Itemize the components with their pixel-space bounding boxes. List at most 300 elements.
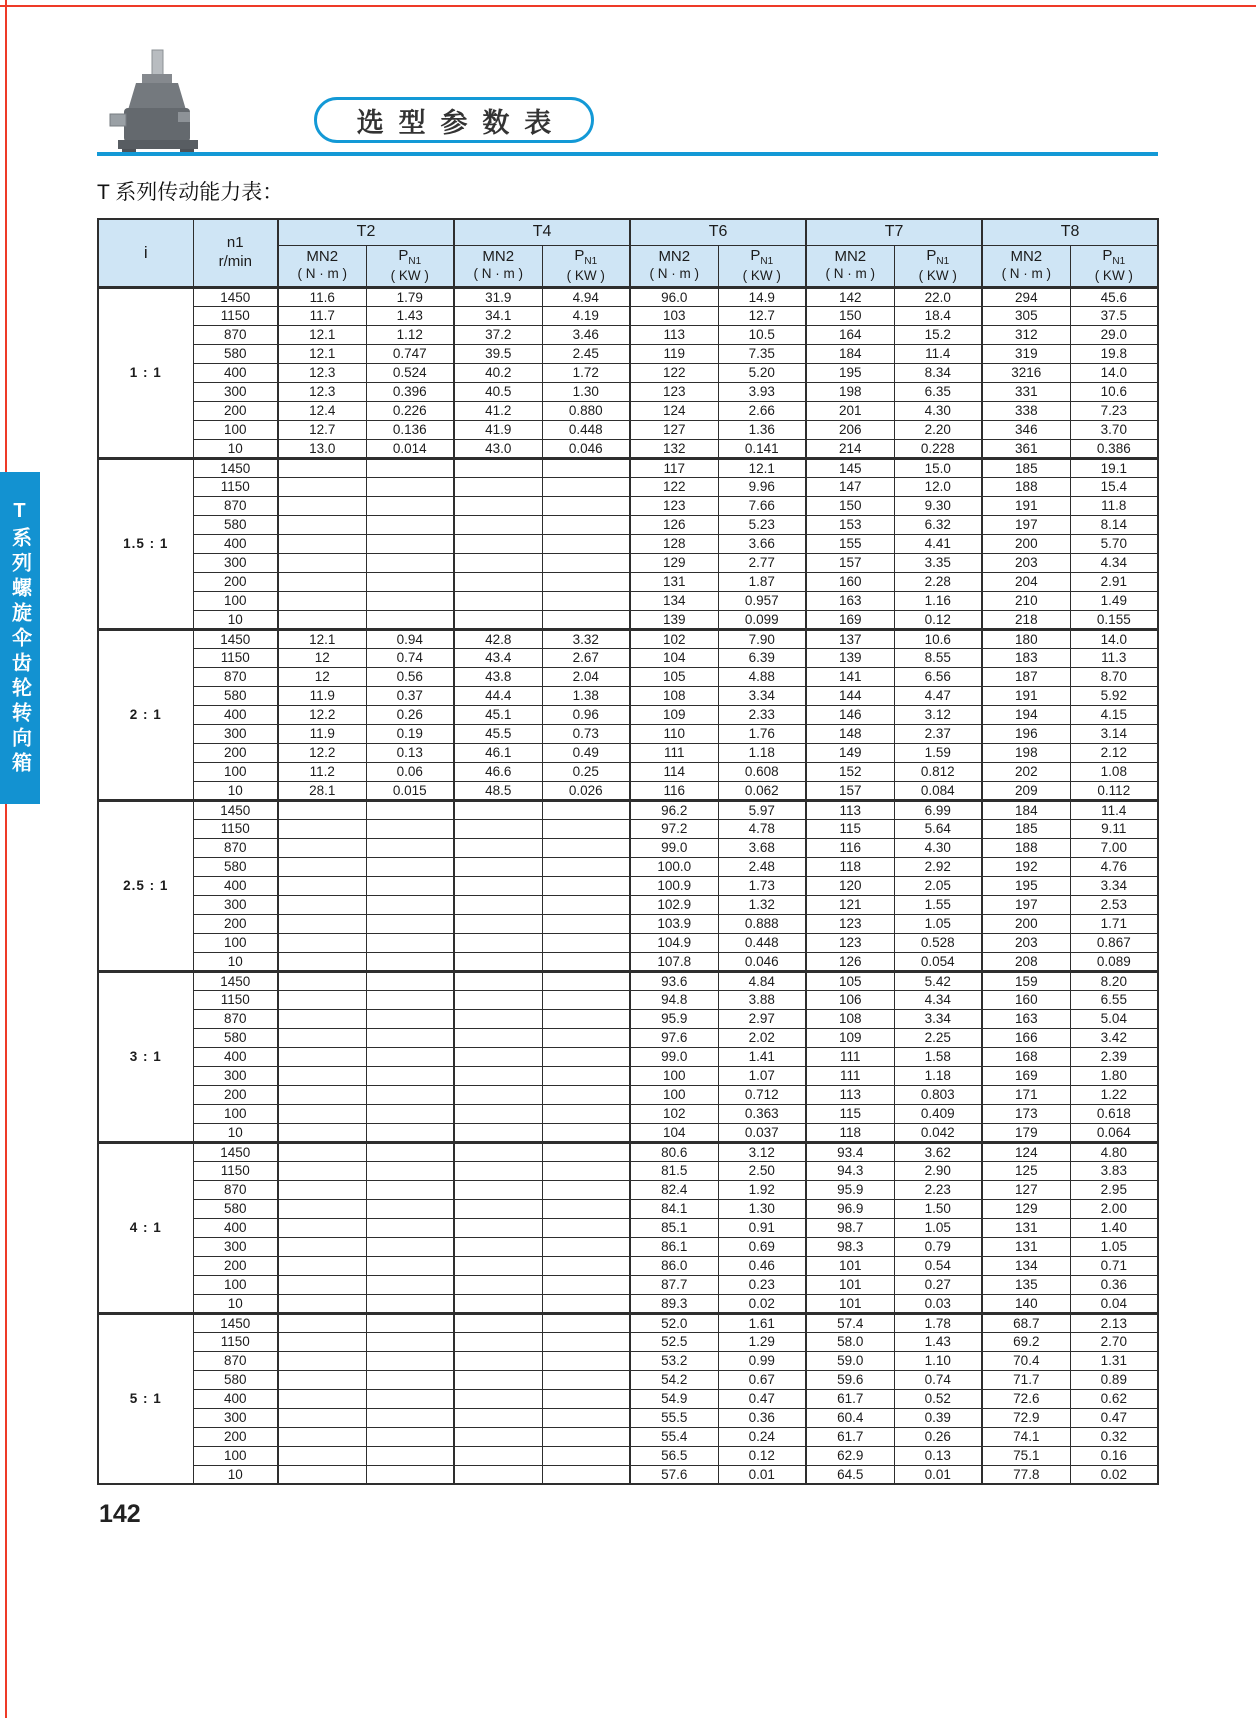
table-row [98, 1237, 1158, 1256]
value-cell: 210 [982, 591, 1070, 610]
value-cell: 57.6 [630, 1465, 718, 1484]
value-cell: 127 [982, 1180, 1070, 1199]
value-cell: 98.7 [806, 1218, 894, 1237]
value-cell: 2.97 [718, 1009, 806, 1028]
value-cell: 2.92 [894, 857, 982, 876]
n1-cell: 300 [193, 553, 278, 572]
value-cell: 140 [982, 1294, 1070, 1313]
value-cell: 12.1 [278, 344, 366, 363]
value-cell: 12.4 [278, 401, 366, 420]
value-cell: 43.4 [454, 648, 542, 667]
value-cell: 0.409 [894, 1104, 982, 1123]
value-cell [542, 1161, 630, 1180]
value-cell: 69.2 [982, 1332, 1070, 1351]
value-cell [454, 933, 542, 952]
value-cell: 12.2 [278, 705, 366, 724]
table-row [98, 439, 1158, 458]
value-cell: 338 [982, 401, 1070, 420]
value-cell: 1.22 [1070, 1085, 1158, 1104]
table-row [98, 667, 1158, 686]
value-cell: 60.4 [806, 1408, 894, 1427]
value-cell: 3.34 [718, 686, 806, 705]
n1-cell: 300 [193, 895, 278, 914]
value-cell [366, 857, 454, 876]
value-cell [542, 1446, 630, 1465]
value-cell: 5.23 [718, 515, 806, 534]
value-cell: 99.0 [630, 1047, 718, 1066]
value-cell [278, 1294, 366, 1313]
table-row [98, 819, 1158, 838]
value-cell: 1.49 [1070, 591, 1158, 610]
table-row [98, 1123, 1158, 1142]
value-cell: 54.9 [630, 1389, 718, 1408]
value-cell: 5.64 [894, 819, 982, 838]
table-row [98, 1104, 1158, 1123]
n1-label: n1 [226, 234, 244, 251]
value-cell: 183 [982, 648, 1070, 667]
n1-cell: 400 [193, 876, 278, 895]
table-row [98, 1142, 1158, 1161]
n1-cell: 870 [193, 667, 278, 686]
capacity-table [97, 218, 1159, 1485]
value-cell: 1.05 [894, 1218, 982, 1237]
value-cell: 11.6 [278, 287, 366, 306]
mn2-unit: ( N · m ) [297, 266, 347, 282]
value-cell: 0.062 [718, 781, 806, 800]
value-cell: 2.05 [894, 876, 982, 895]
table-row [98, 534, 1158, 553]
value-cell: 145 [806, 458, 894, 477]
value-cell: 97.6 [630, 1028, 718, 1047]
value-cell [454, 458, 542, 477]
n1-cell: 580 [193, 344, 278, 363]
value-cell [454, 1465, 542, 1484]
table-row [98, 325, 1158, 344]
value-cell: 1.30 [718, 1199, 806, 1218]
value-cell [278, 534, 366, 553]
value-cell: 153 [806, 515, 894, 534]
value-cell [366, 534, 454, 553]
value-cell: 5.97 [718, 800, 806, 819]
value-cell [366, 1142, 454, 1161]
value-cell [454, 876, 542, 895]
value-cell: 2.20 [894, 420, 982, 439]
value-cell: 3.32 [542, 629, 630, 648]
value-cell [366, 952, 454, 971]
table-row [98, 1446, 1158, 1465]
ratio-cell: 2 : 1 [98, 629, 193, 800]
value-cell: 294 [982, 287, 1070, 306]
value-cell: 361 [982, 439, 1070, 458]
value-cell: 125 [982, 1161, 1070, 1180]
value-cell: 1.71 [1070, 914, 1158, 933]
col-header-n1 [193, 219, 278, 287]
value-cell [454, 857, 542, 876]
n1-cell: 400 [193, 705, 278, 724]
value-cell: 14.0 [1070, 629, 1158, 648]
value-cell: 3.12 [718, 1142, 806, 1161]
value-cell: 2.23 [894, 1180, 982, 1199]
value-cell: 0.12 [718, 1446, 806, 1465]
value-cell: 11.4 [1070, 800, 1158, 819]
value-cell [454, 1427, 542, 1446]
value-cell: 1.32 [718, 895, 806, 914]
value-cell [366, 1218, 454, 1237]
value-cell: 46.1 [454, 743, 542, 762]
col-header-pn1-T7 [894, 245, 982, 287]
value-cell [366, 1047, 454, 1066]
value-cell: 1.18 [894, 1066, 982, 1085]
value-cell: 45.6 [1070, 287, 1158, 306]
value-cell: 22.0 [894, 287, 982, 306]
table-row [98, 1085, 1158, 1104]
table-row [98, 876, 1158, 895]
value-cell: 72.9 [982, 1408, 1070, 1427]
value-cell: 139 [806, 648, 894, 667]
value-cell: 5.20 [718, 363, 806, 382]
col-header-pn1-T8 [1070, 245, 1158, 287]
value-cell: 0.47 [718, 1389, 806, 1408]
value-cell: 0.36 [718, 1408, 806, 1427]
value-cell: 1.58 [894, 1047, 982, 1066]
value-cell: 185 [982, 819, 1070, 838]
value-cell: 2.67 [542, 648, 630, 667]
value-cell: 5.04 [1070, 1009, 1158, 1028]
value-cell: 0.528 [894, 933, 982, 952]
value-cell: 118 [806, 857, 894, 876]
gearbox-side-boss [178, 112, 190, 122]
value-cell: 0.099 [718, 610, 806, 629]
value-cell: 40.5 [454, 382, 542, 401]
value-cell: 0.803 [894, 1085, 982, 1104]
value-cell: 2.50 [718, 1161, 806, 1180]
value-cell [542, 1199, 630, 1218]
value-cell [366, 1256, 454, 1275]
n1-cell: 1450 [193, 629, 278, 648]
value-cell: 0.19 [366, 724, 454, 743]
table-row [98, 1161, 1158, 1180]
value-cell: 305 [982, 306, 1070, 325]
value-cell: 52.5 [630, 1332, 718, 1351]
value-cell: 2.00 [1070, 1199, 1158, 1218]
value-cell: 196 [982, 724, 1070, 743]
value-cell: 0.046 [542, 439, 630, 458]
value-cell: 152 [806, 762, 894, 781]
value-cell [366, 477, 454, 496]
value-cell [542, 1332, 630, 1351]
value-cell: 3.34 [894, 1009, 982, 1028]
value-cell: 131 [982, 1218, 1070, 1237]
n1-cell: 580 [193, 1028, 278, 1047]
value-cell: 2.53 [1070, 895, 1158, 914]
n1-cell: 1450 [193, 1313, 278, 1332]
value-cell [278, 1351, 366, 1370]
value-cell: 55.5 [630, 1408, 718, 1427]
value-cell: 28.1 [278, 781, 366, 800]
value-cell: 131 [982, 1237, 1070, 1256]
table-row [98, 553, 1158, 572]
value-cell [278, 933, 366, 952]
value-cell [366, 895, 454, 914]
value-cell: 59.6 [806, 1370, 894, 1389]
value-cell: 209 [982, 781, 1070, 800]
value-cell [278, 1161, 366, 1180]
value-cell: 188 [982, 838, 1070, 857]
value-cell [366, 1123, 454, 1142]
value-cell: 101 [806, 1294, 894, 1313]
value-cell: 122 [630, 363, 718, 382]
table-row [98, 458, 1158, 477]
value-cell: 2.12 [1070, 743, 1158, 762]
col-header-pn1-T6 [718, 245, 806, 287]
value-cell [542, 876, 630, 895]
value-cell: 99.0 [630, 838, 718, 857]
value-cell: 72.6 [982, 1389, 1070, 1408]
value-cell: 0.02 [1070, 1465, 1158, 1484]
value-cell: 105 [630, 667, 718, 686]
value-cell: 12.7 [278, 420, 366, 439]
value-cell [278, 857, 366, 876]
value-cell: 104 [630, 648, 718, 667]
value-cell: 184 [806, 344, 894, 363]
n1-cell: 1450 [193, 971, 278, 990]
n1-cell: 200 [193, 914, 278, 933]
value-cell [454, 1294, 542, 1313]
value-cell: 45.5 [454, 724, 542, 743]
col-header-mn2-T8 [982, 245, 1070, 287]
value-cell [454, 515, 542, 534]
value-cell: 2.04 [542, 667, 630, 686]
value-cell [366, 458, 454, 477]
value-cell: 0.524 [366, 363, 454, 382]
table-row [98, 1332, 1158, 1351]
n1-cell: 870 [193, 1009, 278, 1028]
value-cell: 155 [806, 534, 894, 553]
value-cell [278, 496, 366, 515]
n1-cell: 300 [193, 382, 278, 401]
value-cell [542, 515, 630, 534]
value-cell [454, 1370, 542, 1389]
value-cell [366, 1199, 454, 1218]
value-cell: 43.0 [454, 439, 542, 458]
value-cell: 142 [806, 287, 894, 306]
value-cell: 64.5 [806, 1465, 894, 1484]
table-row [98, 971, 1158, 990]
value-cell [278, 572, 366, 591]
value-cell: 1.50 [894, 1199, 982, 1218]
value-cell: 200 [982, 914, 1070, 933]
value-cell: 0.046 [718, 952, 806, 971]
value-cell [542, 1389, 630, 1408]
value-cell: 197 [982, 515, 1070, 534]
value-cell [366, 1028, 454, 1047]
value-cell: 0.396 [366, 382, 454, 401]
value-cell: 4.15 [1070, 705, 1158, 724]
value-cell: 0.155 [1070, 610, 1158, 629]
value-cell [366, 1332, 454, 1351]
value-cell: 86.0 [630, 1256, 718, 1275]
value-cell [454, 971, 542, 990]
n1-cell: 1450 [193, 458, 278, 477]
table-row [98, 1465, 1158, 1484]
value-cell [366, 1294, 454, 1313]
value-cell: 1.05 [894, 914, 982, 933]
value-cell: 0.56 [366, 667, 454, 686]
value-cell [454, 1199, 542, 1218]
n1-cell: 580 [193, 1370, 278, 1389]
gearbox-product-photo [108, 48, 208, 158]
value-cell [542, 1123, 630, 1142]
value-cell: 57.4 [806, 1313, 894, 1332]
value-cell [454, 819, 542, 838]
table-row [98, 363, 1158, 382]
table-row [98, 838, 1158, 857]
value-cell: 93.6 [630, 971, 718, 990]
value-cell: 124 [630, 401, 718, 420]
value-cell [542, 534, 630, 553]
n1-cell: 300 [193, 724, 278, 743]
value-cell: 116 [630, 781, 718, 800]
value-cell: 87.7 [630, 1275, 718, 1294]
gearbox-base-flange [118, 140, 198, 149]
value-cell: 0.47 [1070, 1408, 1158, 1427]
value-cell [278, 990, 366, 1009]
table-row [98, 1351, 1158, 1370]
value-cell: 0.01 [718, 1465, 806, 1484]
value-cell [366, 1085, 454, 1104]
value-cell: 132 [630, 439, 718, 458]
n1-cell: 1150 [193, 648, 278, 667]
value-cell: 163 [806, 591, 894, 610]
value-cell: 7.66 [718, 496, 806, 515]
value-cell: 108 [630, 686, 718, 705]
value-cell: 3.12 [894, 705, 982, 724]
n1-cell: 10 [193, 781, 278, 800]
value-cell: 12.1 [278, 325, 366, 344]
value-cell [366, 914, 454, 933]
value-cell [454, 553, 542, 572]
table-row [98, 743, 1158, 762]
value-cell [454, 1408, 542, 1427]
value-cell: 7.00 [1070, 838, 1158, 857]
gearbox-side-shaft [110, 114, 126, 126]
mn2-label: MN2 [834, 248, 867, 266]
value-cell: 117 [630, 458, 718, 477]
value-cell: 135 [982, 1275, 1070, 1294]
value-cell: 54.2 [630, 1370, 718, 1389]
mn2-label: MN2 [658, 248, 691, 266]
value-cell [278, 1465, 366, 1484]
n1-cell: 400 [193, 1389, 278, 1408]
value-cell [278, 800, 366, 819]
pn1-label: $P_{N1}$ [750, 246, 774, 267]
value-cell: 126 [806, 952, 894, 971]
value-cell [278, 1199, 366, 1218]
pn1-unit: ( KW ) [1094, 267, 1133, 283]
col-header-mn2-T2 [278, 245, 366, 287]
n1-cell: 870 [193, 1351, 278, 1370]
value-cell [278, 610, 366, 629]
value-cell [542, 1066, 630, 1085]
value-cell: 6.55 [1070, 990, 1158, 1009]
value-cell: 184 [982, 800, 1070, 819]
table-row [98, 705, 1158, 724]
value-cell [278, 1009, 366, 1028]
value-cell: 2.02 [718, 1028, 806, 1047]
value-cell: 2.91 [1070, 572, 1158, 591]
value-cell: 15.0 [894, 458, 982, 477]
value-cell: 37.2 [454, 325, 542, 344]
value-cell: 81.5 [630, 1161, 718, 1180]
n1-cell: 10 [193, 439, 278, 458]
value-cell: 146 [806, 705, 894, 724]
value-cell [542, 914, 630, 933]
value-cell: 104.9 [630, 933, 718, 952]
value-cell [278, 1313, 366, 1332]
table-row [98, 724, 1158, 743]
value-cell: 122 [630, 477, 718, 496]
value-cell: 137 [806, 629, 894, 648]
value-cell: 201 [806, 401, 894, 420]
value-cell: 0.12 [894, 610, 982, 629]
table-row [98, 344, 1158, 363]
value-cell [454, 1218, 542, 1237]
value-cell: 6.39 [718, 648, 806, 667]
value-cell: 164 [806, 325, 894, 344]
value-cell: 4.80 [1070, 1142, 1158, 1161]
value-cell: 106 [806, 990, 894, 1009]
value-cell: 2.95 [1070, 1180, 1158, 1199]
value-cell [542, 1237, 630, 1256]
value-cell: 0.13 [894, 1446, 982, 1465]
n1-cell: 200 [193, 1085, 278, 1104]
n1-cell: 1450 [193, 1142, 278, 1161]
value-cell: 126 [630, 515, 718, 534]
value-cell [542, 838, 630, 857]
col-header-mn2-T7 [806, 245, 894, 287]
value-cell [454, 1313, 542, 1332]
value-cell: 1.31 [1070, 1351, 1158, 1370]
value-cell [278, 553, 366, 572]
value-cell: 2.66 [718, 401, 806, 420]
table-row [98, 1180, 1158, 1199]
value-cell: 8.34 [894, 363, 982, 382]
table-row [98, 800, 1158, 819]
value-cell: 0.99 [718, 1351, 806, 1370]
value-cell: 1.80 [1070, 1066, 1158, 1085]
model-header-T7: T7 [806, 219, 982, 245]
value-cell [454, 1142, 542, 1161]
value-cell: 3.62 [894, 1142, 982, 1161]
value-cell [278, 1275, 366, 1294]
value-cell: 77.8 [982, 1465, 1070, 1484]
value-cell [278, 1085, 366, 1104]
value-cell [366, 1313, 454, 1332]
n1-cell: 10 [193, 610, 278, 629]
value-cell [366, 1446, 454, 1465]
value-cell: 46.6 [454, 762, 542, 781]
value-cell: 6.35 [894, 382, 982, 401]
value-cell: 3.35 [894, 553, 982, 572]
value-cell: 94.3 [806, 1161, 894, 1180]
value-cell [454, 1332, 542, 1351]
n1-cell: 200 [193, 1256, 278, 1275]
value-cell: 70.4 [982, 1351, 1070, 1370]
value-cell [542, 819, 630, 838]
value-cell: 10.5 [718, 325, 806, 344]
value-cell: 0.363 [718, 1104, 806, 1123]
value-cell: 168 [982, 1047, 1070, 1066]
